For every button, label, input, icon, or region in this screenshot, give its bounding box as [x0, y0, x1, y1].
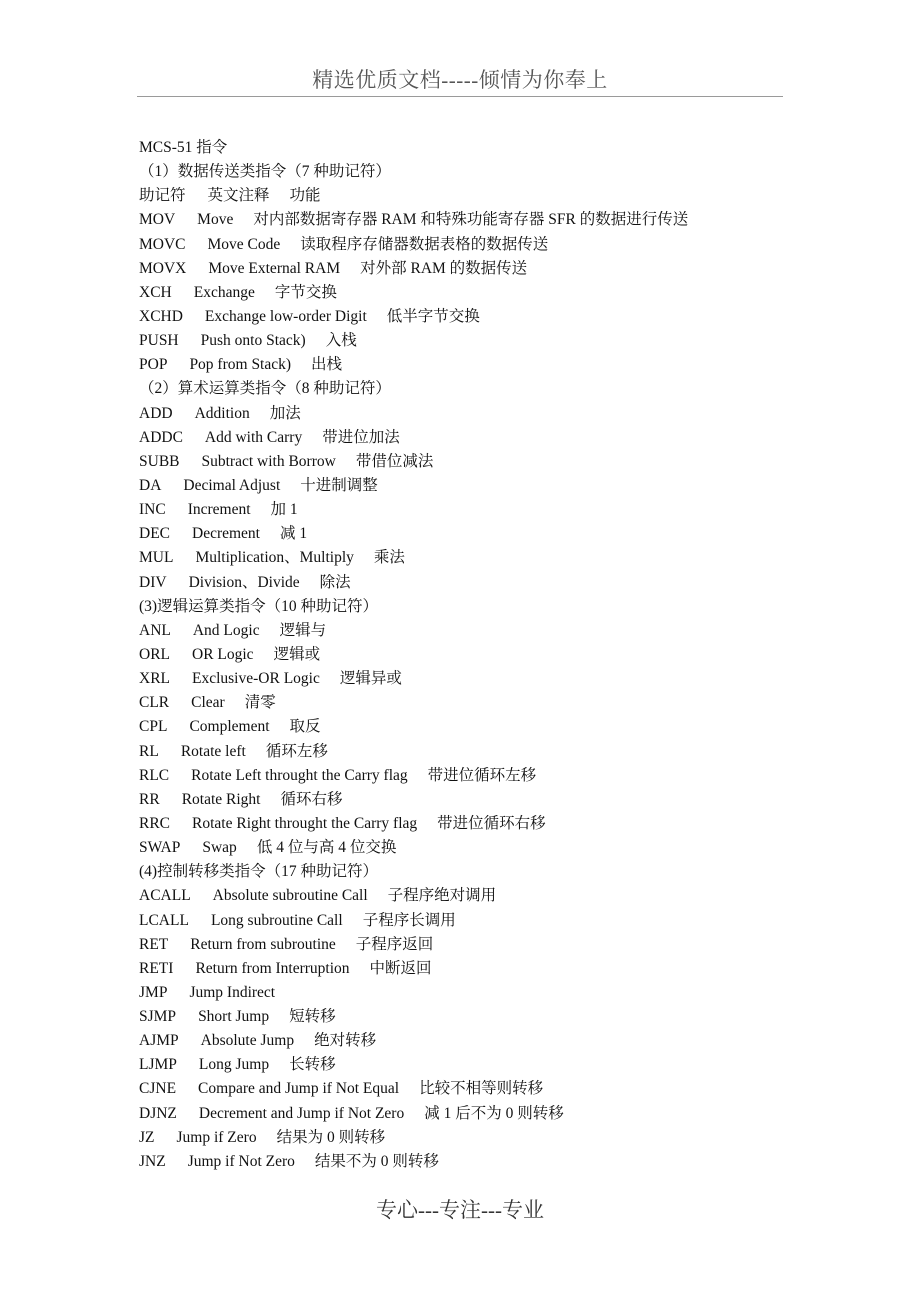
page-footer: 专心---专注---专业 [376, 1198, 544, 1222]
instruction-mnemonic: CPL [139, 718, 168, 736]
instruction-function: 带进位加法 [322, 428, 400, 446]
instruction-function: 循环右移 [280, 790, 343, 808]
instruction-mnemonic: RETI [139, 959, 174, 977]
instruction-row [139, 1126, 839, 1150]
instruction-function: 带进位循环左移 [427, 766, 537, 784]
instruction-english: Add with Carry [204, 428, 303, 446]
instruction-function: 对内部数据寄存器 RAM 和特殊功能寄存器 SFR 的数据进行传送 [253, 211, 689, 229]
instruction-function: 子程序绝对调用 [387, 887, 497, 905]
instruction-english: Rotate left [180, 742, 246, 760]
instruction-function: 加法 [269, 404, 301, 422]
instruction-english: Move [197, 211, 234, 229]
instruction-english: Exchange low-order Digit [204, 307, 367, 325]
instruction-english: Decrement and Jump if Not Zero [198, 1104, 405, 1122]
instruction-mnemonic: LCALL [139, 911, 189, 929]
instruction-row [139, 836, 839, 860]
instruction-row [139, 329, 839, 353]
instruction-function: 逻辑异或 [339, 670, 402, 688]
instruction-row [139, 1150, 839, 1174]
instruction-row [139, 667, 839, 691]
instruction-mnemonic: SUBB [139, 452, 180, 470]
instruction-row [139, 257, 839, 281]
instruction-mnemonic: ACALL [139, 887, 191, 905]
instruction-function: 减 1 [280, 525, 308, 543]
instruction-english: Absolute subroutine Call [212, 887, 368, 905]
instruction-english: Return from subroutine [190, 935, 336, 953]
instruction-row [139, 691, 839, 715]
instruction-row [139, 1053, 839, 1077]
instruction-mnemonic: ORL [139, 645, 170, 663]
instruction-english: Move External RAM [208, 259, 341, 277]
instruction-mnemonic: RRC [139, 814, 171, 832]
instruction-mnemonic: AJMP [139, 1032, 179, 1050]
instruction-row [139, 450, 839, 474]
instruction-row [139, 933, 839, 957]
instruction-english: Rotate Right [181, 790, 261, 808]
instruction-function: 带进位循环右移 [437, 814, 546, 832]
instruction-mnemonic: POP [139, 356, 168, 374]
instruction-function: 比较不相等则转移 [419, 1080, 544, 1098]
instruction-mnemonic: PUSH [139, 332, 179, 350]
instruction-mnemonic: DEC [139, 525, 170, 543]
instruction-mnemonic: XCHD [139, 307, 183, 325]
instruction-mnemonic: XCH [139, 283, 172, 301]
document-title: MCS-51 指令 [139, 139, 228, 156]
instruction-english: Addition [194, 404, 250, 422]
instruction-english: Exchange [193, 283, 255, 301]
instruction-english: Clear [191, 694, 225, 712]
column-header: 英文注释 [207, 187, 270, 205]
instruction-row [139, 715, 839, 739]
instruction-mnemonic: DA [139, 476, 162, 494]
instruction-english: Increment [187, 501, 251, 519]
instruction-mnemonic: ADD [139, 404, 173, 422]
instruction-mnemonic: RL [139, 742, 159, 760]
instruction-english: Decimal Adjust [183, 476, 281, 494]
section-heading: （1）数据传送类指令（7 种助记符） [139, 163, 391, 181]
instruction-mnemonic: MOVC [139, 235, 186, 253]
instruction-function: 加 1 [270, 501, 298, 519]
instruction-function: 乘法 [373, 549, 405, 567]
instruction-english: Absolute Jump [200, 1032, 295, 1050]
instruction-function: 循环左移 [265, 742, 328, 760]
instruction-row [139, 426, 839, 450]
instruction-english: Compare and Jump if Not Equal [198, 1080, 400, 1098]
instruction-function: 出栈 [311, 356, 343, 374]
instruction-row [139, 474, 839, 498]
instruction-english: Jump if Not Zero [187, 1152, 295, 1170]
instruction-row [139, 884, 839, 908]
instruction-row [139, 788, 839, 812]
instruction-mnemonic: ANL [139, 621, 171, 639]
instruction-english: Exclusive-OR Logic [192, 670, 320, 688]
instruction-english: Multiplication、Multiply [195, 549, 354, 567]
instruction-function: 短转移 [289, 1008, 336, 1026]
instruction-function: 减 1 后不为 0 则转移 [424, 1104, 564, 1122]
instruction-mnemonic: LJMP [139, 1056, 177, 1074]
instruction-function: 绝对转移 [314, 1032, 377, 1050]
instruction-english: Rotate Right throught the Carry flag [192, 814, 418, 832]
instruction-row [139, 571, 839, 595]
instruction-mnemonic: JZ [139, 1128, 155, 1146]
instruction-row [139, 353, 839, 377]
instruction-row [139, 957, 839, 981]
header-divider [137, 96, 783, 97]
instruction-function: 中断返回 [369, 959, 432, 977]
section-heading: (3)逻辑运算类指令（10 种助记符） [139, 597, 378, 615]
column-header-row [139, 184, 839, 208]
column-header: 功能 [289, 187, 321, 205]
instruction-function: 十进制调整 [300, 476, 378, 494]
instruction-row [139, 1029, 839, 1053]
instruction-function: 除法 [319, 573, 351, 591]
instruction-english: OR Logic [192, 645, 254, 663]
instruction-row [139, 1077, 839, 1101]
instruction-mnemonic: XRL [139, 670, 170, 688]
instruction-english: Swap [202, 839, 237, 857]
instruction-english: Long Jump [198, 1056, 270, 1074]
instruction-mnemonic: CJNE [139, 1080, 177, 1098]
instruction-english: Move Code [207, 235, 281, 253]
instruction-english: Return from Interruption [195, 959, 350, 977]
instruction-mnemonic: CLR [139, 694, 170, 712]
instruction-english: Push onto Stack) [200, 332, 306, 350]
instruction-row [139, 522, 839, 546]
instruction-row [139, 305, 839, 329]
section-heading: （2）算术运算类指令（8 种助记符） [139, 380, 391, 398]
instruction-row [139, 764, 839, 788]
instruction-function: 低半字节交换 [386, 307, 480, 325]
instruction-row [139, 208, 839, 232]
instruction-mnemonic: SJMP [139, 1008, 177, 1026]
instruction-row [139, 619, 839, 643]
instruction-english: Jump Indirect [189, 983, 276, 1001]
instruction-row [139, 546, 839, 570]
instruction-function: 入栈 [325, 332, 357, 350]
instruction-row [139, 233, 839, 257]
instruction-mnemonic: JNZ [139, 1152, 166, 1170]
instruction-row [139, 643, 839, 667]
instruction-function: 低 4 位与高 4 位交换 [256, 839, 397, 857]
instruction-row [139, 498, 839, 522]
document-body [139, 136, 839, 1174]
instruction-function: 带借位减法 [355, 452, 434, 470]
instruction-mnemonic: DIV [139, 573, 167, 591]
instruction-mnemonic: RLC [139, 766, 170, 784]
instruction-row [139, 812, 839, 836]
instruction-english: Subtract with Borrow [201, 452, 336, 470]
instruction-english: Division、Divide [188, 573, 300, 591]
instruction-mnemonic: ADDC [139, 428, 183, 446]
instruction-function: 子程序返回 [355, 935, 434, 953]
instruction-row [139, 1005, 839, 1029]
instruction-mnemonic: MOVX [139, 259, 187, 277]
instruction-function: 逻辑或 [273, 645, 321, 663]
instruction-mnemonic: MOV [139, 211, 176, 229]
instruction-row [139, 402, 839, 426]
instruction-english: Decrement [192, 525, 260, 543]
instruction-function: 对外部 RAM 的数据传送 [360, 259, 528, 277]
instruction-function: 结果为 0 则转移 [276, 1128, 386, 1146]
instruction-function: 长转移 [289, 1056, 336, 1074]
instruction-mnemonic: SWAP [139, 839, 181, 857]
page-header: 精选优质文档-----倾情为你奉上 [312, 68, 608, 92]
instruction-function: 字节交换 [274, 283, 337, 301]
instruction-function: 读取程序存储器数据表格的数据传送 [300, 235, 549, 253]
instruction-row [139, 981, 839, 1005]
instruction-english: Rotate Left throught the Carry flag [191, 766, 408, 784]
instruction-mnemonic: INC [139, 501, 166, 519]
instruction-row [139, 740, 839, 764]
column-header: 助记符 [139, 187, 186, 205]
instruction-row [139, 281, 839, 305]
instruction-english: Short Jump [198, 1008, 270, 1026]
instruction-mnemonic: RR [139, 790, 160, 808]
instruction-row [139, 1102, 839, 1126]
instruction-row [139, 909, 839, 933]
instruction-english: Pop from Stack) [189, 356, 292, 374]
instruction-function: 结果不为 0 则转移 [314, 1152, 439, 1170]
instruction-english: Jump if Zero [176, 1128, 257, 1146]
instruction-english: Complement [189, 718, 270, 736]
instruction-mnemonic: DJNZ [139, 1104, 177, 1122]
instruction-function: 清零 [244, 694, 276, 712]
instruction-function: 子程序长调用 [362, 911, 456, 929]
instruction-mnemonic: RET [139, 935, 169, 953]
instruction-function: 逻辑与 [279, 621, 327, 639]
instruction-function: 取反 [289, 718, 321, 736]
instruction-english: Long subroutine Call [210, 911, 343, 929]
section-heading: (4)控制转移类指令（17 种助记符） [139, 863, 378, 881]
instruction-mnemonic: JMP [139, 983, 168, 1001]
instruction-english: And Logic [192, 621, 260, 639]
instruction-mnemonic: MUL [139, 549, 174, 567]
